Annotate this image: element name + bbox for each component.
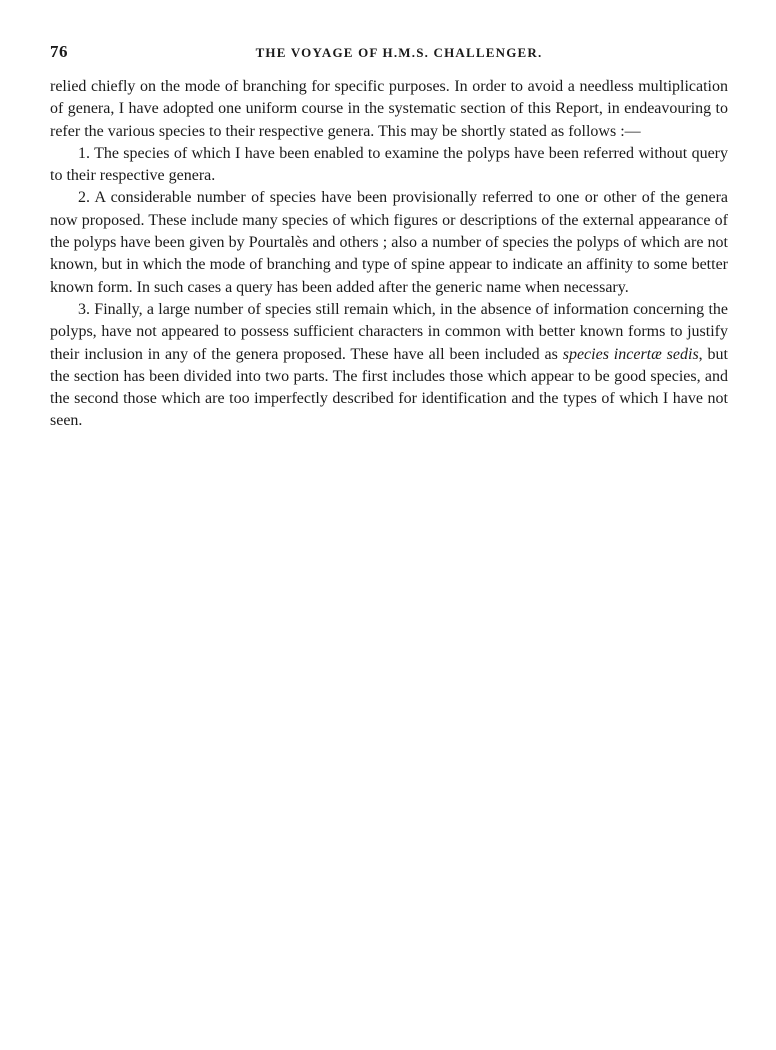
paragraph-item-3-italic-term: species incertæ sedis bbox=[562, 345, 699, 363]
paragraph-continuation: relied chiefly on the mode of branching for specific purposes. In order to avoid a needless multiplication of genera, I have adopted one uniform course in the systematic section of this Report, in endeavouring to refer the various species to their respective genera. This may be shortly stated as follows :— bbox=[50, 78, 728, 140]
document-page bbox=[50, 42, 728, 433]
running-title: THE VOYAGE OF H.M.S. CHALLENGER. bbox=[255, 45, 543, 60]
paragraph-item-3 bbox=[50, 299, 728, 433]
paragraph-item-1: 1. The species of which I have been enabled to examine the polyps have been referred without query to their respective genera. bbox=[50, 144, 728, 185]
page-number: 76 bbox=[50, 42, 68, 61]
running-header bbox=[50, 42, 728, 66]
body-text bbox=[50, 76, 728, 433]
paragraph-item-3-text-b: , but the section has been divided into two parts. The first includes those which appear to be good species, and the second those which are too imperfectly described for identification and the types of which I have not seen. bbox=[50, 345, 728, 430]
paragraph-item-2: 2. A considerable number of species have been provisionally referred to one or other of the genera now proposed. These include many species of which figures or descriptions of the external appearance of the polyps have been given by Pourtalès and others ; also a number of species the polyps of which are not known, but in which the mode of branching and type of spine appear to indicate an affinity to some better known form. In such cases a query has been added after the generic name when necessary. bbox=[50, 189, 728, 296]
paragraph-item-3-text-a: 3. Finally, a large number of species still remain which, in the absence of information concerning the polyps, have not appeared to possess sufficient characters in common with better known forms to justify their inclusion in any of the genera proposed. These have all been included as bbox=[50, 300, 728, 363]
